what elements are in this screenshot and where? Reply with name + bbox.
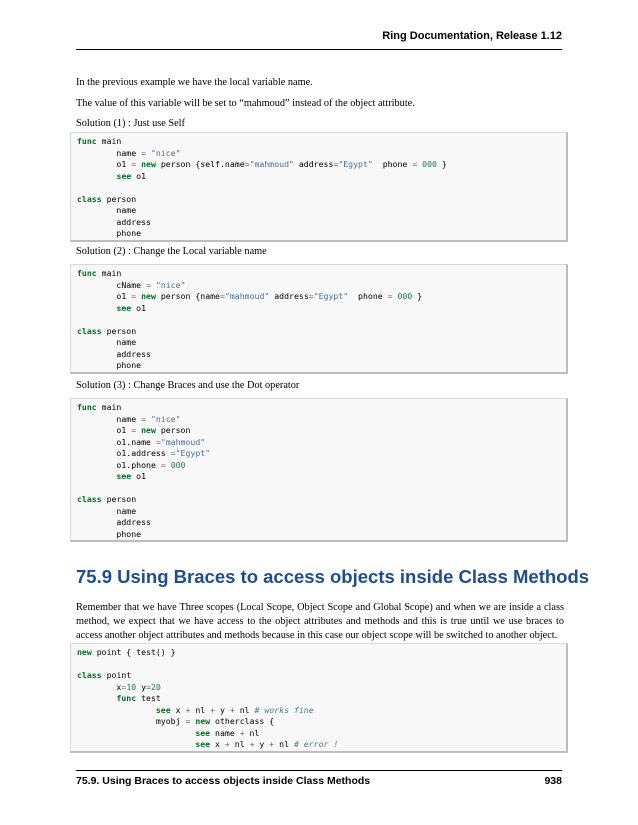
code-line [77, 280, 566, 292]
code-line [77, 506, 566, 518]
code-token: + [185, 704, 191, 715]
code-line [77, 182, 566, 194]
code-line [77, 349, 566, 361]
code-token: nl [229, 739, 250, 749]
code-line [77, 136, 566, 148]
code-token: person {self.name [155, 159, 245, 169]
code-line [77, 171, 566, 183]
code-line [77, 705, 566, 717]
code-token: class [77, 670, 102, 680]
code-token: func [77, 402, 97, 412]
intro-line-2: The value of this variable will be set to “mahmoud” instead of the object attribute. [76, 98, 415, 109]
code-token: = [160, 459, 166, 470]
code-token: main [96, 268, 122, 278]
code-token: phone [77, 528, 142, 539]
code-token: = [131, 291, 137, 301]
code-token: phone [348, 291, 388, 301]
code-token: o1 [77, 425, 132, 435]
code-token: 000 [397, 291, 413, 301]
solution-1-label: Solution (1) : Just use Self [76, 118, 185, 129]
code-token: + [210, 704, 216, 715]
code-token: "nice" [150, 413, 181, 424]
section-title: 75.9 Using Braces to access objects inside Class Methods [76, 566, 590, 587]
code-line [77, 693, 566, 705]
code-token: = [333, 159, 339, 169]
code-token: + [269, 739, 275, 749]
code-token: o1 [77, 291, 132, 301]
code-token: point { test() } [91, 647, 176, 657]
code-token: = [185, 716, 191, 726]
code-token: 000 [422, 159, 437, 169]
code-line [77, 148, 566, 160]
code-line [77, 670, 566, 682]
code-line [77, 194, 566, 206]
code-token: see [195, 727, 211, 738]
code-token: = [170, 448, 176, 458]
code-token: class [77, 193, 102, 204]
code-token: o1.address [77, 448, 171, 458]
code-token: person {name [155, 291, 220, 301]
code-token: "nice" [150, 147, 181, 158]
code-token: phone [77, 360, 142, 370]
code-line [77, 425, 566, 437]
code-token: name [77, 413, 142, 424]
code-token: = [131, 159, 137, 169]
code-token: address [77, 517, 151, 527]
code-line [77, 303, 566, 315]
code-token: new [195, 716, 211, 726]
code-token: = [220, 291, 225, 301]
code-token: nl [190, 704, 211, 715]
code-line [77, 483, 566, 495]
code-token: myobj [77, 716, 186, 726]
code-token: = [141, 413, 147, 424]
code-token: name [77, 147, 142, 158]
code-token: "mahmoud" [224, 291, 270, 301]
code-token: # error ! [293, 739, 339, 749]
code-token: "mahmoud" [249, 159, 294, 169]
code-token: = [244, 159, 250, 169]
code-block-solution-2 [70, 264, 568, 374]
code-token: # works fine [254, 704, 314, 715]
code-line [77, 314, 566, 326]
code-block-class-methods [70, 643, 568, 753]
code-token: address [269, 291, 309, 301]
code-token: nl [274, 739, 294, 749]
code-token: see [116, 170, 132, 181]
code-token: "Egypt" [313, 291, 349, 301]
code-token: address [293, 159, 334, 169]
code-token: "Egypt" [175, 448, 211, 458]
code-token: 10 [126, 681, 137, 692]
code-line [77, 402, 566, 414]
code-token: } [412, 291, 423, 301]
code-line [77, 728, 566, 740]
code-token: x [210, 739, 225, 749]
code-token: address [77, 216, 151, 227]
code-token: } [436, 159, 447, 169]
code-token: 20 [150, 681, 161, 692]
code-token [77, 471, 116, 481]
code-token: y [254, 739, 270, 749]
code-token: + [229, 704, 235, 715]
code-line [77, 739, 566, 751]
code-token: + [249, 739, 255, 749]
code-token: o1.phone [77, 459, 161, 470]
code-line [77, 205, 566, 217]
code-token [77, 303, 116, 313]
code-token: = [146, 681, 151, 692]
code-line [77, 437, 566, 449]
code-token: o1.name [77, 436, 156, 447]
code-token: func [77, 268, 97, 278]
code-token: class [77, 325, 102, 336]
code-token: y [136, 681, 147, 692]
code-line [77, 716, 566, 728]
code-token: o1 [131, 471, 147, 481]
code-line [77, 268, 566, 280]
code-line [77, 159, 566, 171]
code-token: o1 [131, 170, 147, 181]
page-number: 938 [544, 775, 562, 787]
code-token: 000 [170, 459, 186, 470]
code-token: = [412, 159, 418, 169]
solution-3-label: Solution (3) : Change Braces and use the Dot operator [76, 380, 300, 391]
code-token: y [215, 704, 230, 715]
code-line [77, 414, 566, 426]
code-token: person [101, 494, 137, 504]
code-block-solution-1 [70, 132, 568, 242]
code-line [77, 326, 566, 338]
code-token: see [116, 302, 132, 313]
code-token: = [387, 291, 393, 301]
footer-section: 75.9. Using Braces to access objects inside Class Methods [76, 775, 371, 787]
code-token: new [141, 291, 156, 301]
code-token: func [116, 693, 137, 703]
code-token: x [77, 681, 122, 692]
code-token: new [77, 647, 92, 657]
code-token: nl [234, 704, 255, 715]
code-block-solution-3 [70, 398, 568, 542]
code-line [77, 471, 566, 483]
code-token: o1 [131, 302, 147, 313]
code-token: test [136, 693, 161, 703]
code-token: see [116, 471, 132, 481]
code-line [77, 460, 566, 472]
code-token: = [121, 681, 127, 692]
solution-2-label: Solution (2) : Change the Local variable name [76, 246, 267, 257]
code-line [77, 360, 566, 372]
code-token: name [77, 505, 137, 516]
code-token: func [77, 136, 97, 146]
code-token: = [146, 279, 151, 290]
code-token: address [77, 348, 151, 359]
code-token: + [224, 739, 230, 749]
header-rule [76, 49, 562, 50]
code-token: o1 [77, 159, 132, 169]
code-token: x [170, 704, 186, 715]
code-token: otherclass { [210, 716, 275, 726]
code-line [77, 517, 566, 529]
code-token: nl [244, 727, 260, 738]
code-token: + [239, 727, 245, 738]
code-token: cName [77, 279, 147, 290]
footer-rule [76, 770, 562, 771]
section-body: Remember that we have Three scopes (Local Scope, Object Scope and Global Scope) and when we are inside a class method, we expect that we have access to the object attributes and methods and this is true until we use braces to access another object attributes and methods because in this case our object scope will be switched to another object. [76, 602, 564, 641]
code-token: name [77, 337, 137, 347]
code-token: main [96, 136, 122, 146]
code-token: name [210, 727, 240, 738]
code-token: main [96, 402, 122, 412]
code-token: name [77, 205, 137, 215]
code-line [77, 682, 566, 694]
code-token: = [155, 436, 161, 447]
code-token [77, 171, 116, 181]
code-token: = [141, 147, 147, 158]
code-token: = [131, 425, 137, 435]
code-line [77, 448, 566, 460]
code-line [77, 659, 566, 671]
code-token [77, 693, 116, 703]
code-token: phone [77, 228, 142, 238]
code-token: person [155, 425, 191, 435]
code-token: class [77, 494, 102, 504]
code-token: = [308, 291, 314, 301]
code-token: point [101, 670, 132, 680]
code-token: phone [372, 159, 413, 169]
code-token [77, 739, 195, 749]
code-token: new [141, 425, 156, 435]
code-line [77, 529, 566, 541]
running-header: Ring Documentation, Release 1.12 [382, 30, 562, 42]
code-token: "Egypt" [338, 159, 373, 169]
code-token: new [141, 159, 156, 169]
code-token: see [155, 704, 171, 715]
code-line [77, 337, 566, 349]
code-token: see [195, 739, 211, 749]
code-line [77, 228, 566, 240]
code-token: "mahmoud" [160, 436, 206, 447]
intro-line-1: In the previous example we have the local variable name. [76, 77, 313, 88]
code-line [77, 217, 566, 229]
code-line [77, 494, 566, 506]
code-line [77, 291, 566, 303]
code-line [77, 647, 566, 659]
code-token: person [101, 325, 137, 336]
code-token: "nice" [155, 279, 186, 290]
code-token [77, 728, 195, 738]
code-token: person [101, 193, 137, 204]
code-token [77, 705, 156, 715]
